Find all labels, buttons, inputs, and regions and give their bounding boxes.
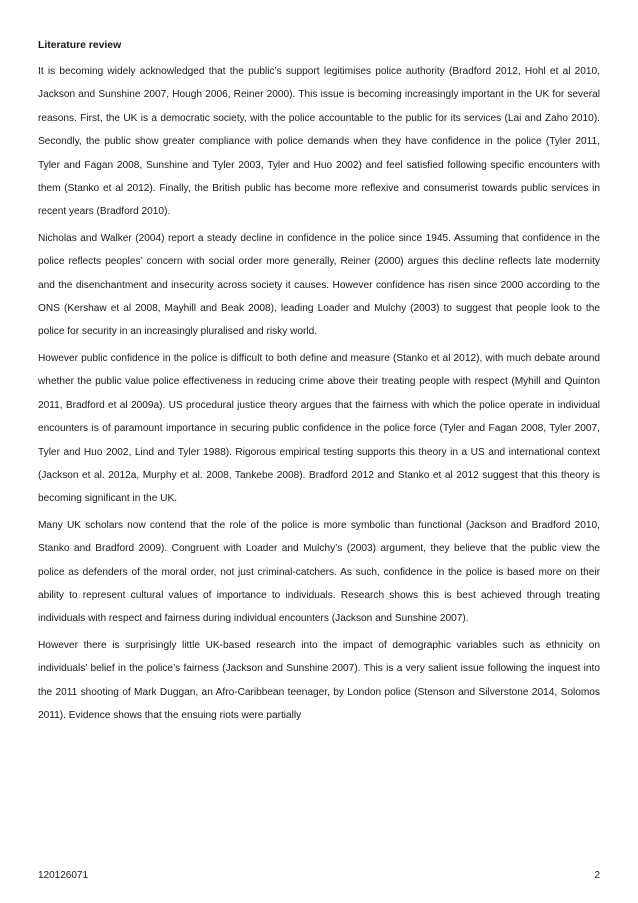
paragraph-2: Nicholas and Walker (2004) report a steady decline in confidence in the police since 1945. Assuming that confidence in the police reflects peoples’ concern with social order more generally, Reiner (2000) argues this decline reflects late modernity and the disenchantment and insecurity across society it causes. However confidence has risen since 2000 according to the ONS (Kershaw et al 2008, Mayhill and Beak 2008), leading Loader and Mulchy (2003) to suggest that people look to the police for security in an increasingly pluralised and risky world. <box>38 232 600 338</box>
page-number: 2 <box>594 870 600 881</box>
paragraph-5: However there is surprisingly little UK-based research into the impact of demographic variables such as ethnicity on individuals’ belief in the police’s fairness (Jackson and Sunshine 2007). This is a very salient issue following the inquest into the 2011 shooting of Mark Duggan, an Afro-Caribbean teenager, by London police (Stenson and Silverstone 2014, Solomos 2011). Evidence shows that the ensuing riots were partially <box>38 639 600 721</box>
paragraph-1: It is becoming widely acknowledged that the public’s support legitimises police authority (Bradford 2012, Hohl et al 2010, Jackson and Sunshine 2007, Hough 2006, Reiner 2000). This issue is becoming increasingly important in the UK for several reasons. First, the UK is a democratic society, with the police accountable to the public for its services (Lai and Zaho 2010). Secondly, the public show greater compliance with police demands when they have confidence in the police (Tyler 2011, Tyler and Fagan 2008, Sunshine and Tyler 2003, Tyler and Huo 2002) and feel satisfied following specific encounters with them (Stanko et al 2012). Finally, the British public has become more reflexive and consumerist towards public services in recent years (Bradford 2010). <box>38 66 600 218</box>
paragraph-3: However public confidence in the police is difficult to both define and measure (Stanko et al 2012), with much debate around whether the public value police effectiveness in reducing crime above their treating people with respect (Myhill and Quinton 2011, Bradford et al 2009a). US procedural justice theory argues that the fairness with which the police operate in individual encounters is of paramount importance in securing public confidence in the police force (Tyler and Fagan 2008, Tyler 2007, Tyler and Huo 2002, Lind and Tyler 1988). Rigorous empirical testing supports this theory in a US and international context (Jackson et al. 2012a, Murphy et al. 2008, Tankebe 2008). Bradford 2012 and Stanko et al 2012 suggest that this theory is becoming significant in the UK. <box>38 352 600 505</box>
page-footer <box>38 869 600 883</box>
section-heading: Literature review <box>38 40 122 51</box>
student-id: 120126071 <box>38 870 89 881</box>
paragraph-4: Many UK scholars now contend that the role of the police is more symbolic than functional (Jackson and Bradford 2010, Stanko and Bradford 2009). Congruent with Loader and Mulchy’s (2003) argument, they believe that the public view the police as defenders of the moral order, not just criminal-catchers. As such, confidence in the police is based more on their ability to represent cultural values of importance to individuals. Research shows this is best achieved through treating individuals with respect and fairness during individual encounters (Jackson and Sunshine 2007). <box>38 519 600 625</box>
document-page <box>38 36 600 730</box>
